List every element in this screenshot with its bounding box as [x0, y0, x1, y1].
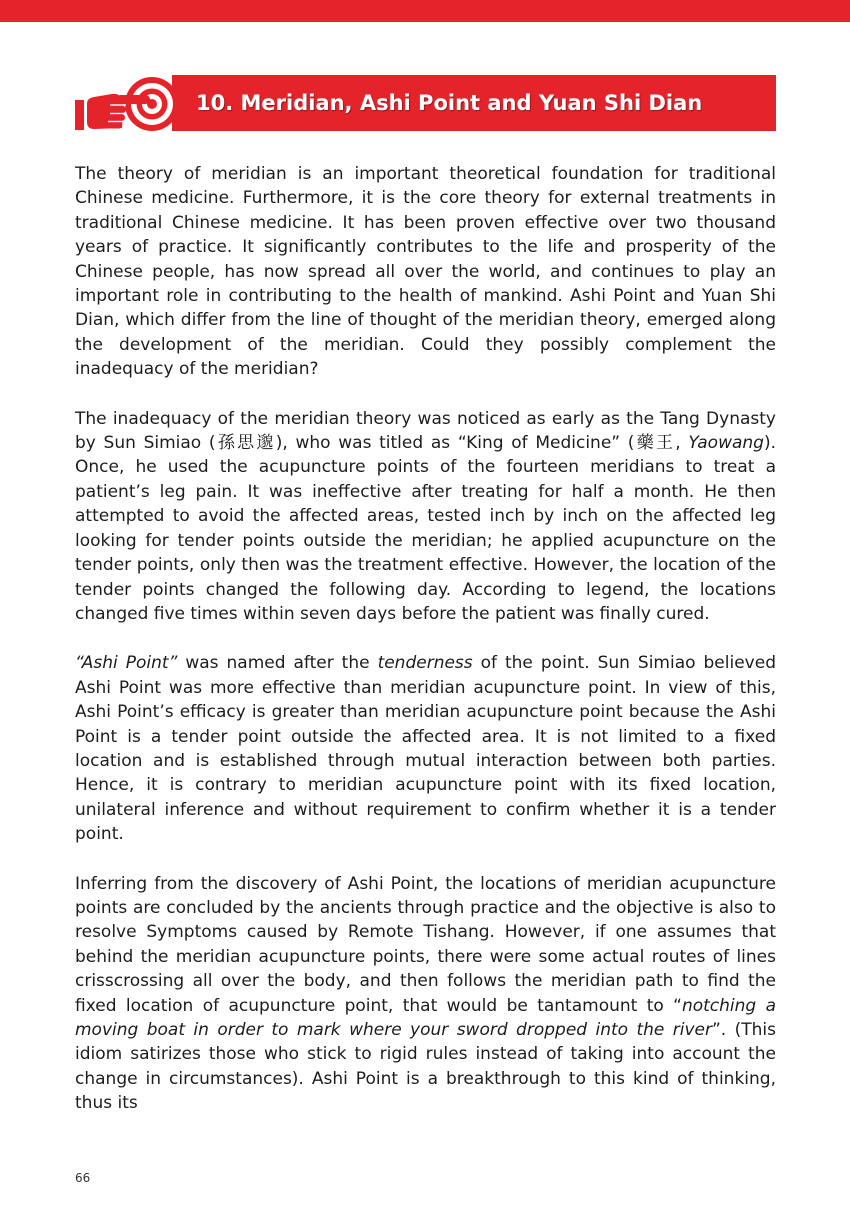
- paragraph-3: [75, 651, 776, 846]
- paragraph-4-italic-1: notching a moving boat in order to mark where your sword dropped into the river: [75, 995, 776, 1040]
- paragraph-4-part-1: Inferring from the discovery of Ashi Point, the locations of meridian acupuncture points are concluded by the ancients through practice and the objective is also to resolve Symptoms caused by Remote Tishang. However, if one assumes that behind the meridian acupuncture points, there were some actual routes of lines crisscrossing all over the body, and then follows the meridian path to find the fixed location of acupuncture point, that would be tantamount to “: [75, 873, 776, 1016]
- section-title: 10. Meridian, Ashi Point and Yuan Shi Dian: [196, 91, 703, 115]
- body-text: [75, 162, 776, 1141]
- paragraph-3-italic-2: tenderness: [377, 653, 473, 674]
- page-number: 66: [75, 1171, 91, 1185]
- top-red-bar: [0, 0, 850, 22]
- paragraph-4: [75, 872, 776, 1116]
- paragraph-2: [75, 407, 776, 627]
- paragraph-3-part-2: of the point. Sun Simiao believed Ashi Point was more effective than meridian acupuncture point. In view of this, Ashi Point’s efficacy is greater than meridian acupuncture point because the Ashi Point is a tender point outside the affected area. It is not limited to a fixed location and is established through mutual interaction between both parties. Hence, it is contrary to meridian acupuncture point with its fixed location, unilateral inference and without requirement to confirm whether it is a tender point.: [75, 653, 776, 845]
- paragraph-2-part-1: The inadequacy of the meridian theory was noticed as early as the Tang Dynasty by Sun Simiao (孫思邈), who was titled as “King of Medicine” (藥王,: [75, 408, 776, 454]
- paragraph-3-italic-1: “Ashi Point”: [75, 653, 178, 674]
- paragraph-1-text: The theory of meridian is an important theoretical foundation for traditional Chinese medicine. Furthermore, it is the core theory for external treatments in traditional Chinese medicine. It has been proven effective over two thousand years of practice. It significantly contributes to the life and prosperity of the Chinese people, has now spread all over the world, and continues to play an important role in contributing to the health of mankind. Ashi Point and Yuan Shi Dian, which differ from the line of thought of the meridian theory, emerged along the development of the meridian. Could they possibly complement the inadequacy of the meridian?: [75, 164, 776, 380]
- paragraph-3-part-1: was named after the: [177, 653, 378, 674]
- section-header: [72, 74, 776, 132]
- pointing-hand-target-icon: [72, 74, 190, 132]
- paragraph-2-italic-1: Yaowang: [688, 433, 764, 454]
- paragraph-4-part-2: ”. (This idiom satirizes those who stick to rigid rules instead of taking into account the change in circumstances). Ashi Point is a breakthrough to this kind of thinking, thus its: [75, 1020, 776, 1114]
- paragraph-2-part-2: ). Once, he used the acupuncture points of the fourteen meridians to treat a patient’s leg pain. It was ineffective after treating for half a month. He then attempted to avoid the affected areas, tested inch by inch on the affected leg looking for tender points outside the meridian; he applied acupuncture on the tender points, only then was the treatment effective. However, the location of the tender points changed the following day. According to legend, the locations changed five times within seven days before the patient was finally cured.: [75, 433, 776, 624]
- paragraph-1: [75, 162, 776, 382]
